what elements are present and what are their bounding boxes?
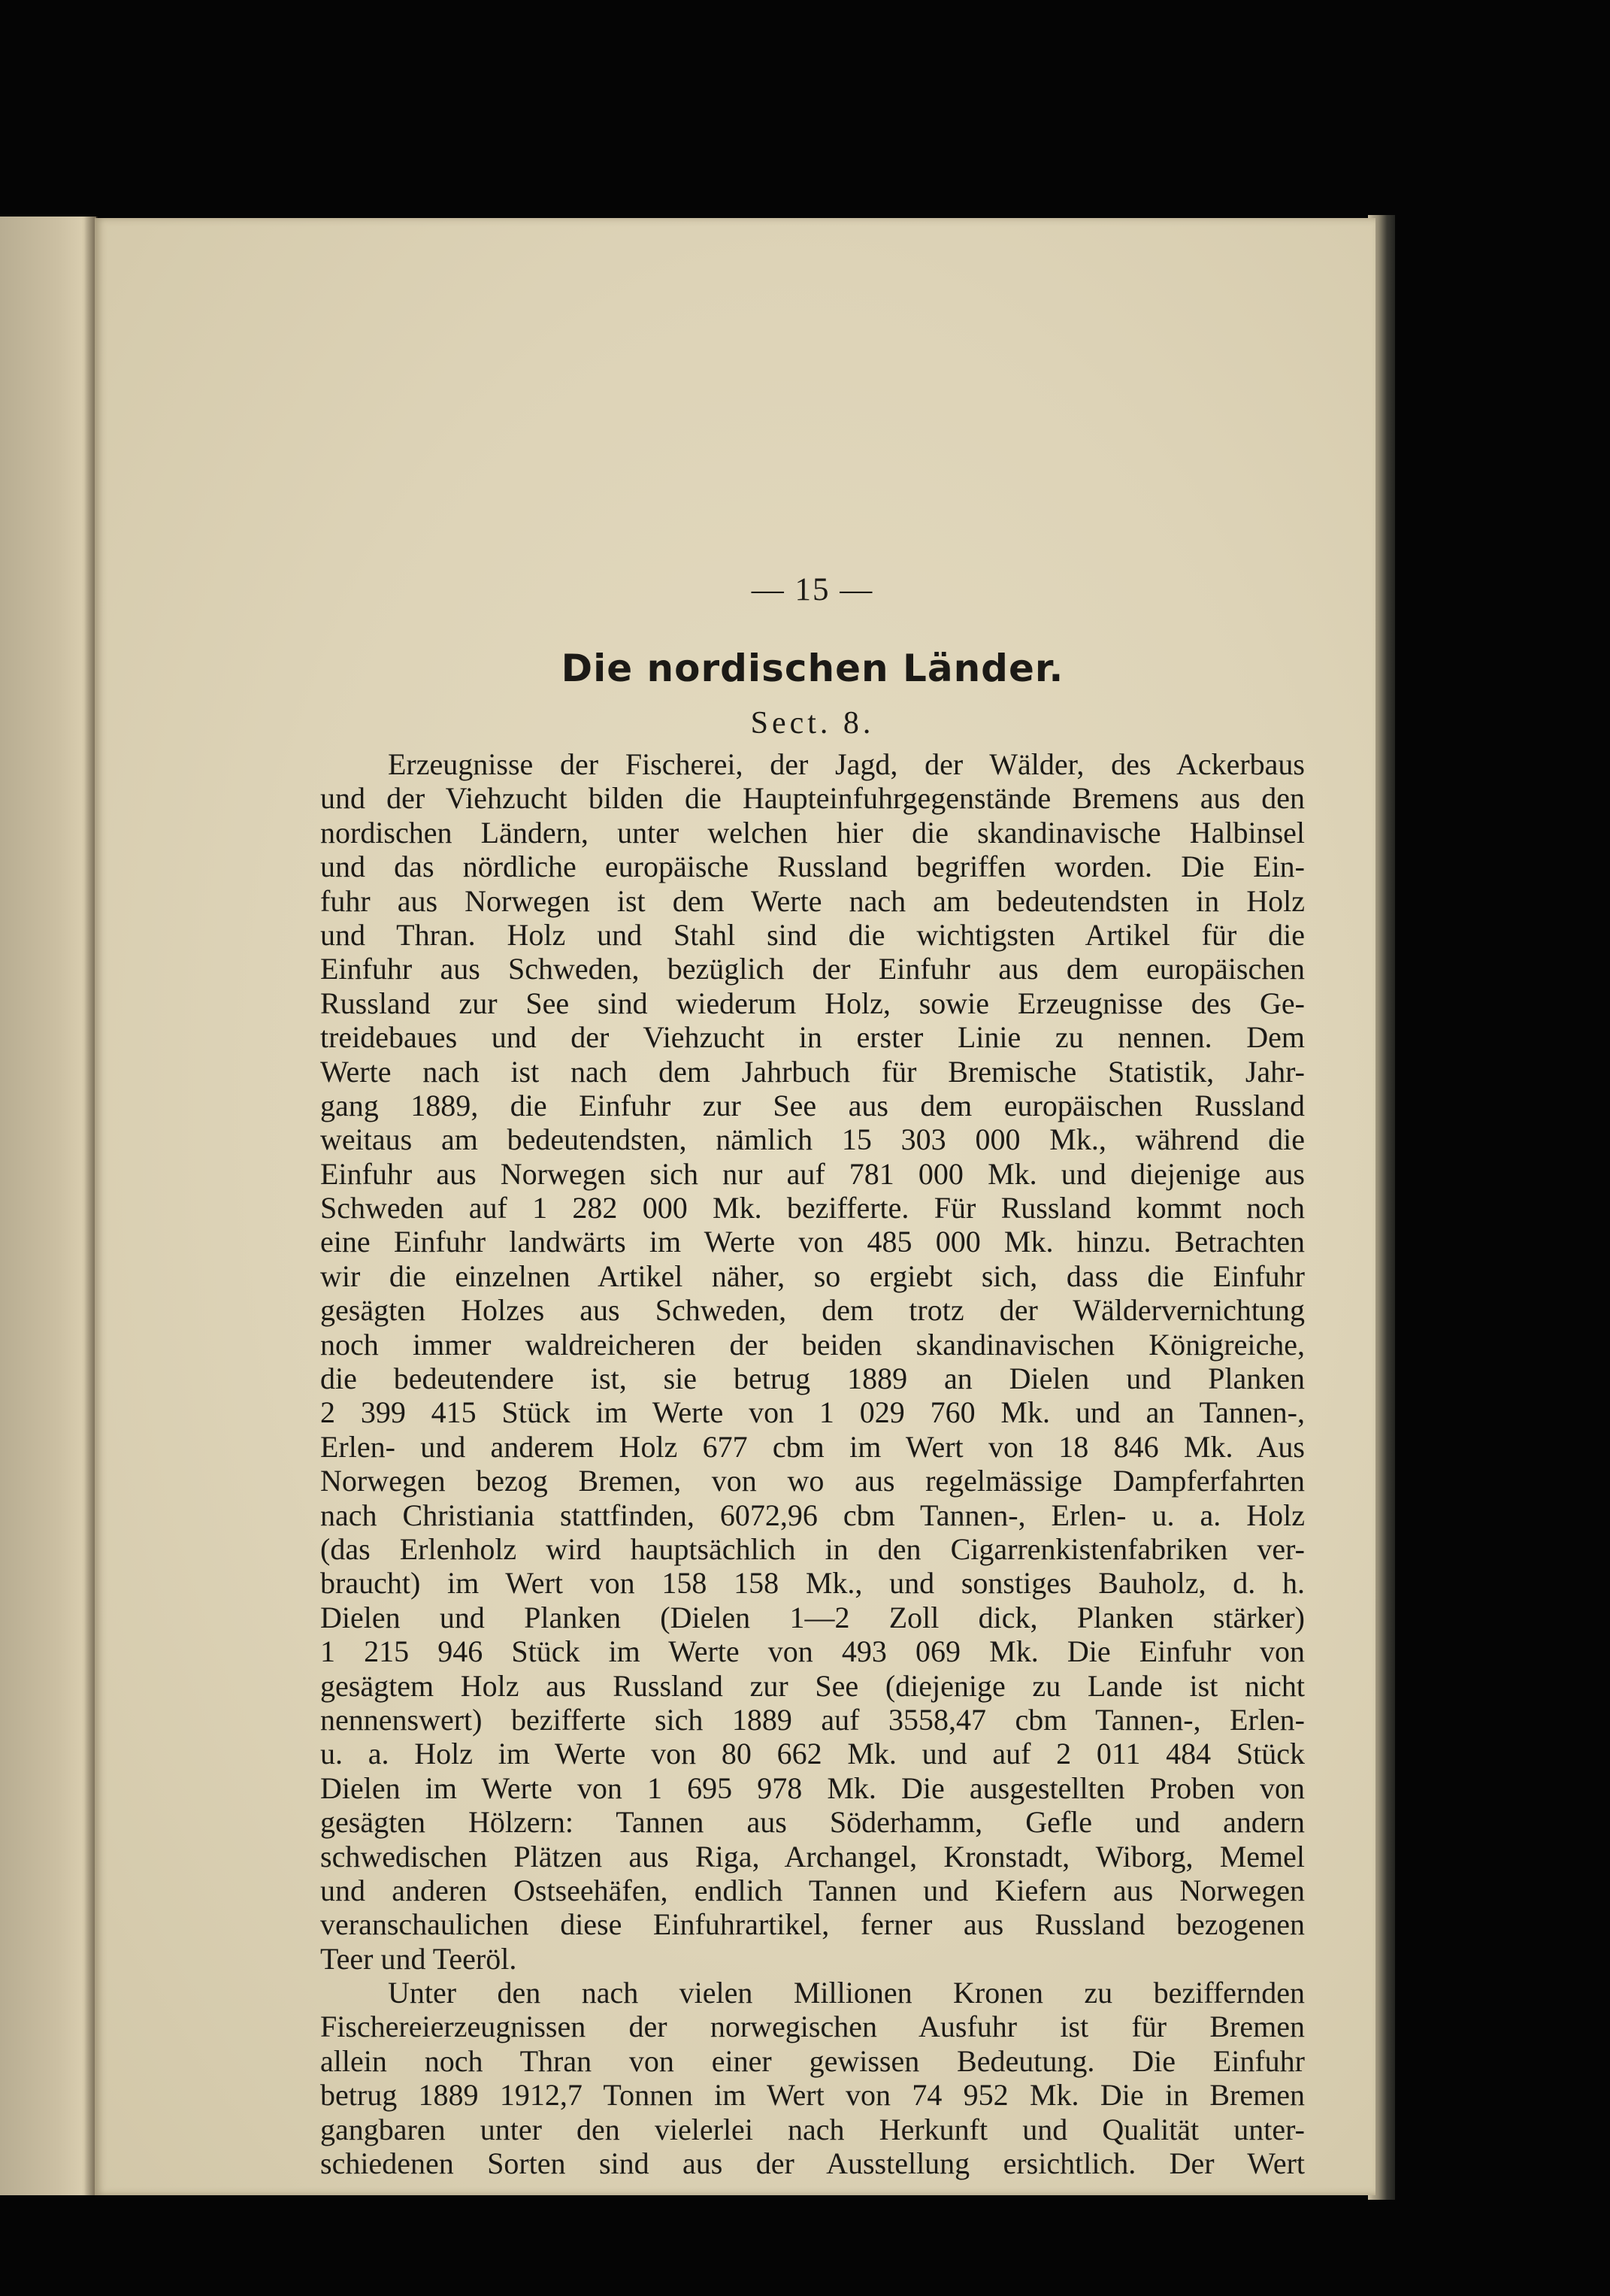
text-line: und anderen Ostseehäfen, endlich Tannen und Kiefern aus Norwegen (320, 1873, 1305, 1907)
text-line: Fischereierzeugnissen der norwegischen Ausfuhr ist für Bremen (320, 2010, 1305, 2044)
text-line: nordischen Ländern, unter welchen hier die skandinavische Halbinsel (320, 815, 1305, 850)
text-line: Erlen- und anderem Holz 677 cbm im Wert von 18 846 Mk. Aus (320, 1429, 1305, 1464)
text-line: allein noch Thran von einer gewissen Bedeutung. Die Einfuhr (320, 2043, 1305, 2078)
text-line: gang 1889, die Einfuhr zur See aus dem europäischen Russland (320, 1088, 1305, 1122)
text-line: noch immer waldreicheren der beiden skandinavischen Königreiche, (320, 1327, 1305, 1362)
page-title: Die nordischen Länder. (561, 647, 1064, 690)
text-line: nach Christiania stattfinden, 6072,96 cbm Tannen-, Erlen- u. a. Holz (320, 1498, 1305, 1532)
text-line: schwedischen Plätzen aus Riga, Archangel, Kronstadt, Wiborg, Memel (320, 1839, 1305, 1873)
page-number: — 15 — (751, 572, 874, 607)
text-line: Dielen und Planken (Dielen 1—2 Zoll dick, Planken stärker) (320, 1600, 1305, 1634)
text-line: weitaus am bedeutendsten, nämlich 15 303 000 Mk., während die (320, 1122, 1305, 1157)
text-line: braucht) im Wert von 158 158 Mk., und sonstiges Bauholz, d. h. (320, 1566, 1305, 1601)
text-line: fuhr aus Norwegen ist dem Werte nach am bedeutendsten in Holz (320, 883, 1305, 918)
text-line: die bedeutendere ist, sie betrug 1889 an Dielen und Planken (320, 1362, 1305, 1396)
text-line: Teer und Teeröl. (320, 1941, 517, 1976)
text-line: und das nördliche europäische Russland begriffen worden. Die Ein- (320, 850, 1305, 884)
text-line: gangbaren unter den vielerlei nach Herkunft und Qualität unter- (320, 2112, 1305, 2146)
text-line: und der Viehzucht bilden die Haupteinfuhrgegenstände Bremens aus den (320, 781, 1305, 816)
text-line: 1 215 946 Stück im Werte von 493 069 Mk. Die Einfuhr von (320, 1634, 1305, 1669)
text-line: Russland zur See sind wiederum Holz, sowie Erzeugnisse des Ge- (320, 986, 1305, 1020)
text-line: wir die einzelnen Artikel näher, so ergiebt sich, dass die Einfuhr (320, 1259, 1305, 1293)
text-line: Unter den nach vielen Millionen Kronen zu beziffernden (388, 1976, 1305, 2010)
text-line: Einfuhr aus Norwegen sich nur auf 781 000 Mk. und diejenige aus (320, 1156, 1305, 1191)
text-line: 2 399 415 Stück im Werte von 1 029 760 Mk. und an Tannen-, (320, 1395, 1305, 1430)
text-line: Einfuhr aus Schweden, bezüglich der Einfuhr aus dem europäischen (320, 952, 1305, 986)
text-line: nennenswert) bezifferte sich 1889 auf 3558,47 cbm Tannen-, Erlen- (320, 1702, 1305, 1737)
text-line: gesägten Hölzern: Tannen aus Söderhamm, Gefle und andern (320, 1805, 1305, 1840)
text-line: Werte nach ist nach dem Jahrbuch für Bremische Statistik, Jahr- (320, 1054, 1305, 1089)
text-line: eine Einfuhr landwärts im Werte von 485 000 Mk. hinzu. Betrachten (320, 1225, 1305, 1259)
text-line: u. a. Holz im Werte von 80 662 Mk. und auf 2 011 484 Stück (320, 1737, 1305, 1771)
body-text (320, 747, 1305, 2180)
text-line: Schweden auf 1 282 000 Mk. bezifferte. Für Russland kommt noch (320, 1191, 1305, 1225)
text-line: veranschaulichen diese Einfuhrartikel, ferner aus Russland bezogenen (320, 1907, 1305, 1942)
text-line: schiedenen Sorten sind aus der Ausstellung ersichtlich. Der Wert (320, 2146, 1305, 2181)
section-label: Sect. 8. (750, 706, 875, 741)
book-page (95, 218, 1375, 2195)
text-line: Norwegen bezog Bremen, von wo aus regelmässige Dampferfahrten (320, 1464, 1305, 1498)
text-line: (das Erlenholz wird hauptsächlich in den Cigarrenkistenfabriken ver- (320, 1531, 1305, 1566)
text-line: betrug 1889 1912,7 Tonnen im Wert von 74 952 Mk. Die in Bremen (320, 2078, 1305, 2113)
text-line: Dielen im Werte von 1 695 978 Mk. Die ausgestellten Proben von (320, 1770, 1305, 1805)
text-line: Erzeugnisse der Fischerei, der Jagd, der Wälder, des Ackerbaus (388, 747, 1305, 781)
text-line: und Thran. Holz und Stahl sind die wichtigsten Artikel für die (320, 917, 1305, 952)
previous-page-edge (0, 217, 96, 2195)
text-line: gesägtem Holz aus Russland zur See (diejenige zu Lande ist nicht (320, 1668, 1305, 1703)
text-line: gesägten Holzes aus Schweden, dem trotz der Wäldervernichtung (320, 1293, 1305, 1328)
text-line: treidebaues und der Viehzucht in erster Linie zu nennen. Dem (320, 1020, 1305, 1055)
